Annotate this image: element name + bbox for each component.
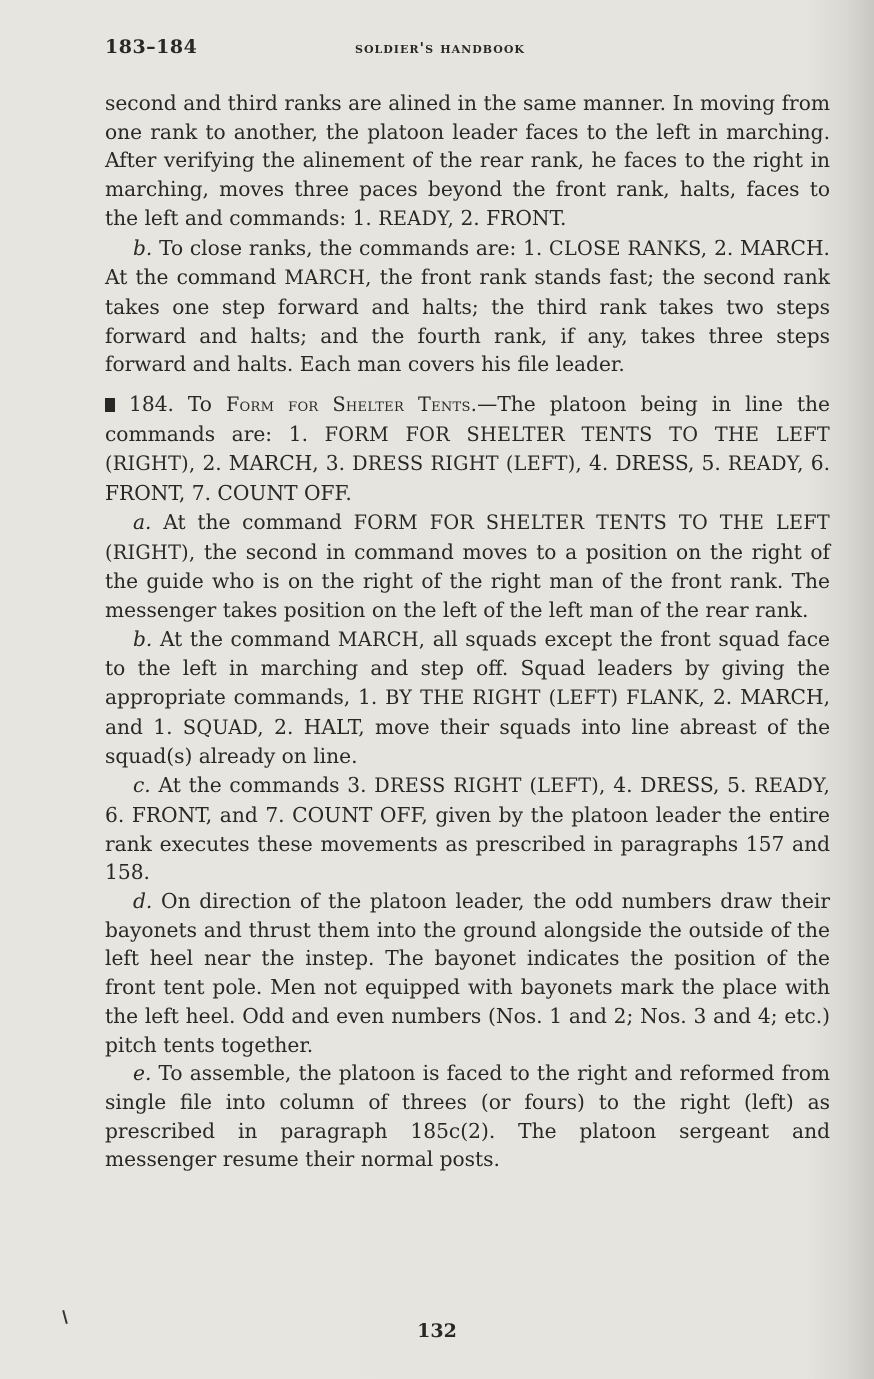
paragraph-d	[105, 887, 830, 1059]
running-title: soldier's handbook	[355, 39, 525, 57]
text-run: At the command	[159, 626, 331, 651]
command-text: MARCH,	[337, 627, 426, 651]
text-run: the front rank stands fast; the second rank takes one step forward and halts; the third rank takes two steps forward and halts; and the fourth rank, if any, takes three steps forward and halts. Each man covers his file leader.	[105, 265, 830, 377]
subparagraph-label: c.	[133, 773, 151, 798]
text-run: At the command	[163, 509, 342, 534]
subparagraph-label: b.	[133, 235, 153, 260]
command-text: SQUAD,	[182, 715, 264, 739]
text-run: 2. FRONT.	[460, 205, 567, 230]
text-run: 6. FRONT, 7. COUNT OFF.	[105, 451, 831, 506]
text-run: the second in command moves to a position on the right of the guide who is on the right of the right man of the front rank. The messenger takes position on the left of the left man of the rear rank.	[105, 539, 830, 622]
section-heading: Form for Shelter Tents.	[225, 393, 478, 417]
page-number: 132	[417, 1320, 457, 1342]
command-text: CLOSE RANKS,	[549, 236, 708, 260]
command-text: MARCH,	[284, 266, 372, 290]
text-run: 2. MARCH, 3.	[202, 451, 346, 476]
text-run: At the commands 3.	[158, 773, 367, 798]
text-run: 4. DRESS, 5.	[589, 451, 721, 476]
body-text	[105, 89, 830, 1174]
paragraph-continuation	[105, 89, 830, 234]
text-run: To assemble, the platoon is faced to the right and reformed from single file into column of threes (or fours) to the right (left) as prescribed in paragraph 185c(2). The platoon sergeant and messenger resume their normal posts.	[105, 1061, 830, 1172]
running-header	[105, 36, 830, 62]
subparagraph-label: b.	[133, 626, 153, 651]
command-text: BY THE RIGHT (LEFT) FLANK,	[385, 686, 706, 710]
text-run: 2. HALT, move their squads into line abreast of the squad(s) already on line.	[105, 714, 831, 769]
command-text: DRESS RIGHT (LEFT),	[352, 452, 582, 476]
text-run: 2. MARCH. At the command	[105, 235, 830, 290]
section-marker-icon	[105, 398, 115, 412]
command-text: FORM FOR SHELTER TENTS TO THE LEFT (RIGHT),	[105, 510, 831, 564]
paragraph-b-close-ranks	[105, 234, 830, 380]
text-run: To close ranks, the commands are: 1.	[159, 235, 543, 260]
command-text: READY,	[754, 774, 830, 798]
paragraph-number: 184. To	[129, 392, 212, 417]
paragraph-a	[105, 508, 830, 625]
paragraph-e	[105, 1059, 830, 1174]
paragraph-c	[105, 771, 830, 887]
text-run: On direction of the platoon leader, the odd numbers draw their bayonets and thrust them into the ground alongside the outside of the left heel near the instep. The bayonet indicates the position of the front tent pole. Men not equipped with bayonets mark the place with the left heel. Odd and even numbers (Nos. 1 and 2; Nos. 3 and 4; etc.) pitch tents together.	[105, 888, 830, 1057]
subparagraph-label: d.	[133, 888, 153, 913]
text-run: second and third ranks are alined in the same manner. In moving from one rank to another, the platoon leader faces to the left in marching. After verifying the alinement of the rear rank, he faces to the right in marching, moves three paces beyond the front rank, halts, faces to the left and commands: 1.	[105, 91, 830, 230]
command-text: READY,	[727, 452, 804, 476]
text-run: 6. FRONT, and 7. COUNT OFF, given by the platoon leader the entire rank executes these movements as prescribed in paragraphs 157 and 158.	[105, 802, 830, 885]
page-range: 183–184	[105, 36, 198, 58]
text-run: —The platoon being in line the commands are: 1.	[105, 392, 831, 446]
subparagraph-label: a.	[133, 509, 152, 534]
text-run: all squads except the front squad face to the left in marching and step off. Squad leaders by giving the appropriate commands, 1.	[105, 626, 830, 710]
paragraph-b	[105, 625, 830, 772]
command-text: READY,	[378, 206, 455, 230]
command-text: DRESS RIGHT (LEFT),	[374, 774, 606, 798]
text-run: 2. MARCH, and 1.	[105, 685, 831, 739]
subparagraph-label: e.	[133, 1061, 152, 1086]
text-run: 4. DRESS, 5.	[613, 773, 747, 798]
command-text: FORM FOR SHELTER TENTS TO THE LEFT (RIGHT),	[105, 422, 830, 476]
paragraph-184-heading	[105, 390, 830, 508]
